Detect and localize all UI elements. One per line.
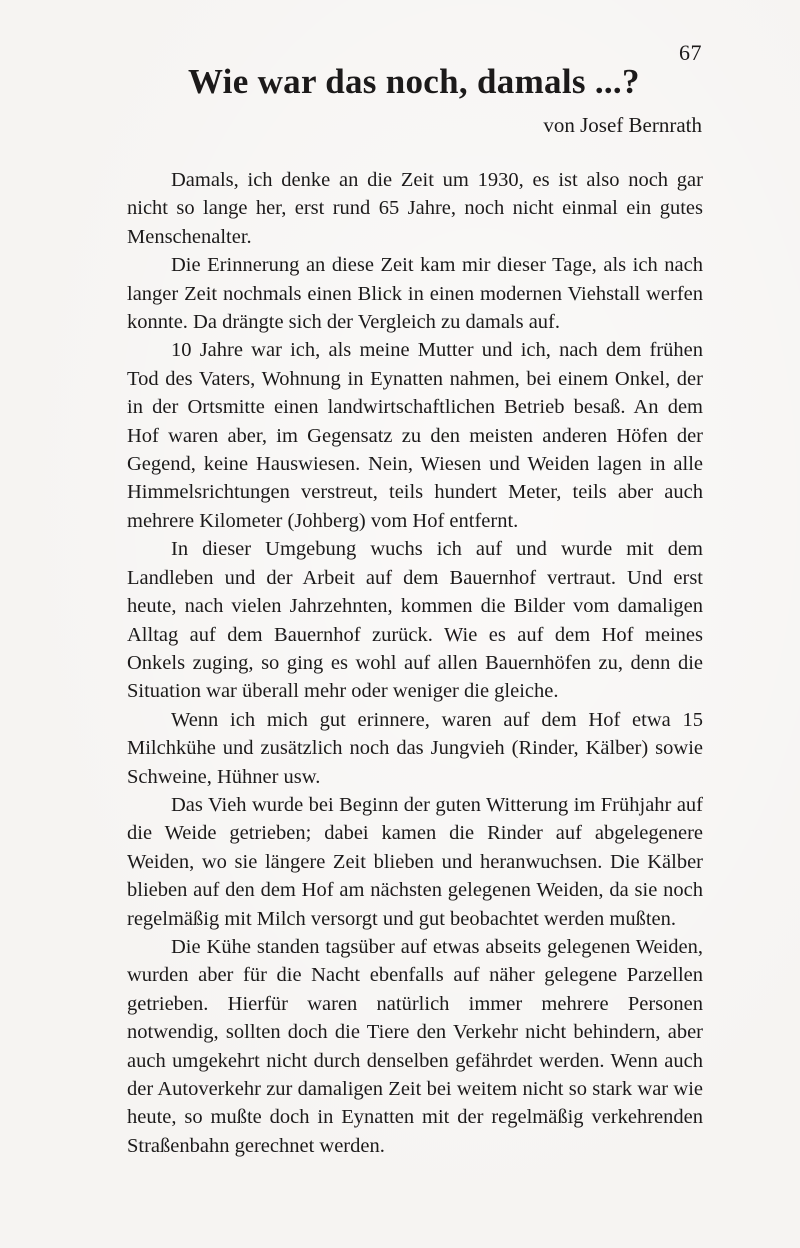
- page-number: 67: [679, 40, 702, 65]
- paragraph: Die Erinnerung an diese Zeit kam mir dieser Tage, als ich nach langer Zeit nochmals einen Blick in einen modernen Viehstall werfen konnte. Da drängte sich der Vergleich zu damals auf.: [127, 254, 703, 334]
- article-body: [127, 166, 703, 1160]
- paragraph: Wenn ich mich gut erinnere, waren auf dem Hof etwa 15 Milchkühe und zusätzlich noch das Jungvieh (Rinder, Kälber) sowie Schweine, Hühner usw.: [127, 708, 703, 788]
- paragraph: Damals, ich denke an die Zeit um 1930, es ist also noch gar nicht so lange her, erst rund 65 Jahre, noch nicht einmal ein gutes Menschenalter.: [127, 169, 703, 248]
- paragraph: Das Vieh wurde bei Beginn der guten Witterung im Frühjahr auf die Weide getrieben; dabei kamen die Rinder auf abgelegenere Weiden, wo sie längere Zeit blieben und heranwuchsen. Die Kälber blieben auf den dem Hof am nächsten gelegenen Weiden, da sie noch regelmäßig mit Milch versorgt und gut beobachtet werden mußten.: [127, 793, 703, 930]
- article-author: von Josef Bernrath: [543, 113, 702, 137]
- paragraph: 10 Jahre war ich, als meine Mutter und ich, nach dem frühen Tod des Vaters, Wohnung in Eynatten nahmen, bei einem Onkel, der in der Ortsmitte einen landwirtschaftlichen Betrieb besaß. An dem Hof waren aber, im Gegensatz zu den meisten anderen Höfen der Gegend, keine Hauswiesen. Nein, Wiesen und Weiden lagen in alle Himmelsrichtungen verstreut, teils hundert Meter, teils aber auch mehrere Kilometer (Johberg) vom Hof entfernt.: [127, 339, 703, 532]
- paragraph: Die Kühe standen tagsüber auf etwas abseits gelegenen Weiden, wurden aber für die Nacht ebenfalls auf näher gelegene Parzellen getrieben. Hierfür waren natürlich immer mehrere Personen notwendig, sollten doch die Tiere den Verkehr nicht behindern, aber auch umgekehrt nicht durch denselben gefährdet werden. Wenn auch der Autoverkehr zur damaligen Zeit bei weitem nicht so stark war wie heute, so mußte doch in Eynatten mit der regelmäßig verkehrenden Straßenbahn gerechnet werden.: [127, 935, 703, 1157]
- article-title: Wie war das noch, damals ...?: [188, 62, 640, 101]
- paragraph: In dieser Umgebung wuchs ich auf und wurde mit dem Landleben und der Arbeit auf dem Bauernhof vertraut. Und erst heute, nach vielen Jahrzehnten, kommen die Bilder vom damaligen Alltag auf dem Bauernhof zurück. Wie es auf dem Hof meines Onkels zuging, so ging es wohl auf allen Bauernhöfen zu, denn die Situation war überall mehr oder weniger die gleiche.: [127, 538, 703, 703]
